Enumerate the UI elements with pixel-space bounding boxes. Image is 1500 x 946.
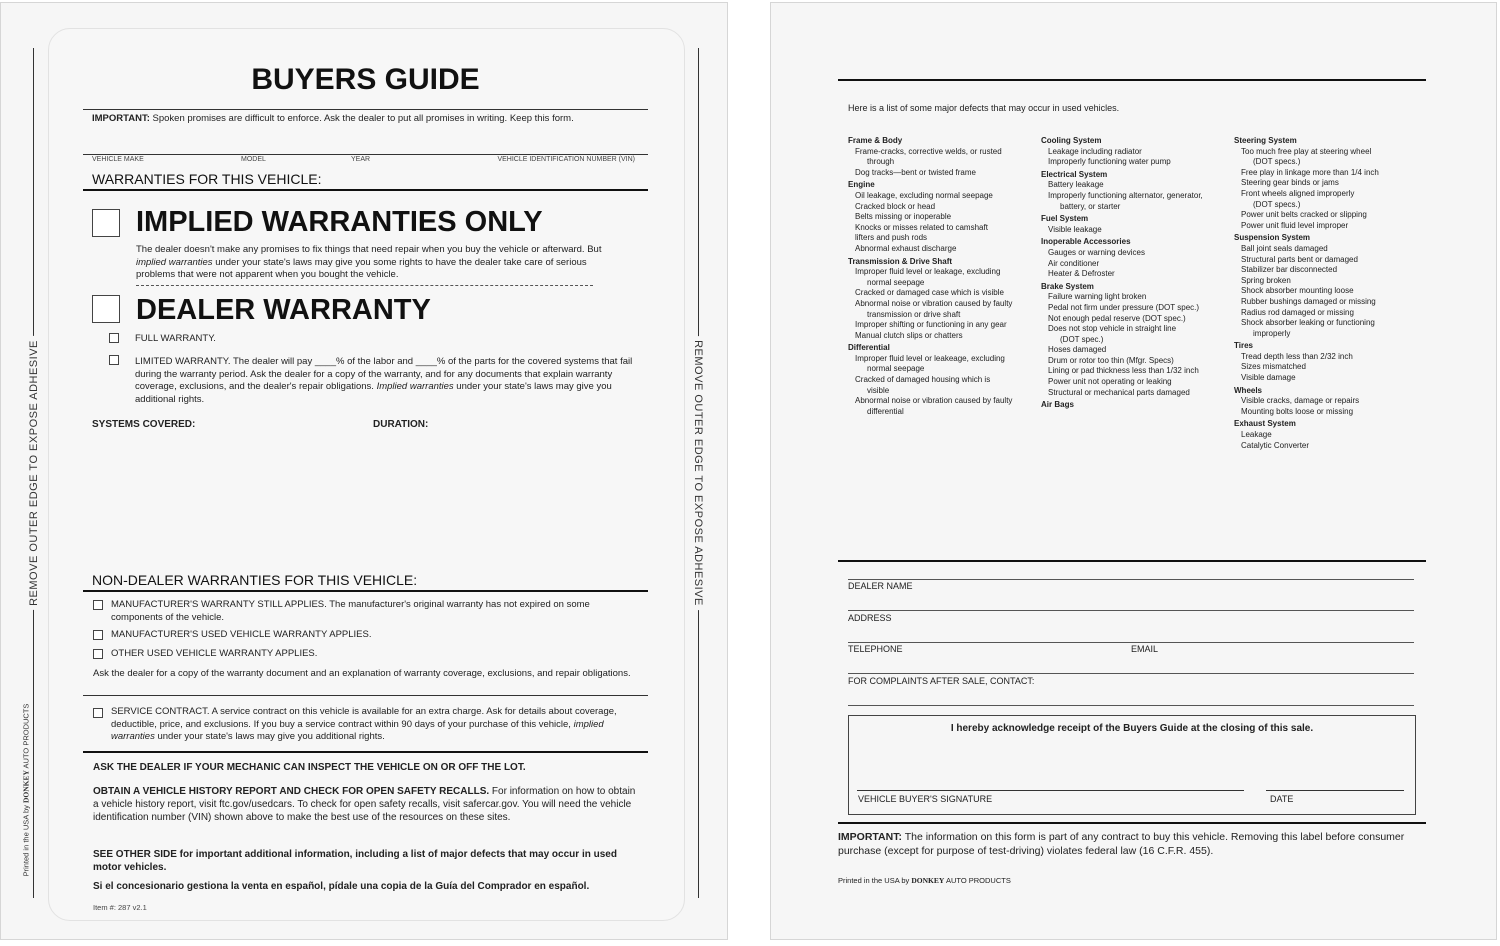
divider xyxy=(838,79,1426,81)
signature-label: VEHICLE BUYER'S SIGNATURE xyxy=(858,794,993,804)
defect-category: Steering System xyxy=(1234,136,1297,145)
defect-category: Cooling System xyxy=(1041,136,1102,145)
divider xyxy=(848,642,1414,643)
defect-item: Not enough pedal reserve (DOT spec.) xyxy=(1048,313,1186,323)
defect-category: Wheels xyxy=(1234,385,1263,395)
defect-item: Dog tracks—bent or twisted frame xyxy=(855,167,976,177)
dealer-name-field[interactable]: DEALER NAME xyxy=(848,581,913,591)
defect-item: Abnormal exhaust discharge xyxy=(855,243,957,253)
divider xyxy=(848,610,1414,611)
manufacturer-warranty-checkbox[interactable] xyxy=(93,600,103,610)
important-note: IMPORTANT: Spoken promises are difficult to enforce. Ask the dealer to put all promises in writing. Keep this form. xyxy=(92,113,574,124)
defect-item: Shock absorber mounting loose xyxy=(1241,286,1354,296)
divider xyxy=(83,189,648,191)
defect-item: Manual clutch slips or chatters xyxy=(855,330,963,340)
divider xyxy=(83,590,648,592)
defect-item: Rubber bushings damaged or missing xyxy=(1241,296,1376,306)
divider xyxy=(83,109,648,110)
defect-item: Structural or mechanical parts damaged xyxy=(1048,387,1190,397)
divider xyxy=(838,560,1426,562)
other-used-text: OTHER USED VEHICLE WARRANTY APPLIES. xyxy=(111,648,318,659)
defect-item: Cracked or damaged case which is visible xyxy=(855,288,1004,298)
defect-item: Battery leakage xyxy=(1048,180,1104,190)
defect-item: Drum or rotor too thin (Mfgr. Specs) xyxy=(1048,355,1174,365)
defect-item: Improperly functioning alternator, generator, battery, or starter xyxy=(1048,190,1203,211)
full-warranty-checkbox[interactable] xyxy=(109,333,119,343)
brand-logo: DONKEY xyxy=(911,876,945,885)
ask-copy-text: Ask the dealer for a copy of the warranty document and an explanation of warranty coverage, exclusions, and repair obligations. xyxy=(93,668,631,679)
defect-item: Stabilizer bar disconnected xyxy=(1241,265,1338,275)
defect-item: Mounting bolts loose or missing xyxy=(1241,406,1354,416)
limited-warranty-checkbox[interactable] xyxy=(109,355,119,365)
systems-covered-label: SYSTEMS COVERED: xyxy=(92,419,196,430)
right-side-text: REMOVE OUTER EDGE TO EXPOSE ADHESIVE xyxy=(692,336,704,610)
defect-item: Visible damage xyxy=(1241,373,1296,383)
defect-item: Tread depth less than 2/32 inch xyxy=(1241,351,1353,361)
defect-item: Belts missing or inoperable xyxy=(855,212,952,222)
defect-item: Does not stop vehicle in straight line (DOT spec.) xyxy=(1048,324,1177,344)
defect-item: Free play in linkage more than 1/4 inch xyxy=(1241,167,1379,177)
dealer-warranty-title: DEALER WARRANTY xyxy=(136,294,431,326)
brand-logo: DONKEY xyxy=(21,770,31,804)
complaints-field[interactable]: FOR COMPLAINTS AFTER SALE, CONTACT: xyxy=(848,676,1035,686)
field-vehicle-make[interactable]: VEHICLE MAKE xyxy=(92,156,144,163)
dashed-divider xyxy=(136,285,593,286)
printed-by-text: Printed in the USA by xyxy=(21,805,31,877)
defect-item: Abnormal noise or vibration caused by faulty differential xyxy=(855,396,1013,416)
brand-text: AUTO PRODUCTS xyxy=(21,703,31,771)
defect-item: Spring broken xyxy=(1241,275,1291,285)
defect-item: Frame-cracks, corrective welds, or rusted through xyxy=(855,146,1002,167)
defect-item: Radius rod damaged or missing xyxy=(1241,307,1354,317)
defect-item: Knocks or misses related to camshaft xyxy=(855,222,988,232)
date-line[interactable] xyxy=(1266,790,1404,791)
service-contract-text: SERVICE CONTRACT. A service contract on this vehicle is available for an extra charge. Ask for details about coverage, deductible, price, and exclusions. If you buy a service contract within 90 days of your purchase of this vehicle, implied warranties under your state's laws may give you additional rights. xyxy=(111,706,617,742)
defect-item: Pedal not firm under pressure (DOT spec.) xyxy=(1048,302,1200,312)
back-printed-by: Printed in the USA by DONKEY AUTO PRODUCTS xyxy=(838,876,1011,885)
defect-item: Catalytic Converter xyxy=(1241,440,1310,450)
defect-item: Power unit belts cracked or slipping xyxy=(1241,210,1367,220)
defect-item: Leakage xyxy=(1241,430,1272,440)
divider xyxy=(848,579,1414,580)
defect-item: Hoses damaged xyxy=(1048,345,1107,355)
ask-mechanic: ASK THE DEALER IF YOUR MECHANIC CAN INSPECT THE VEHICLE ON OR OFF THE LOT. xyxy=(93,762,526,773)
other-used-checkbox[interactable] xyxy=(93,649,103,659)
divider xyxy=(83,695,648,696)
defect-item: Structural parts bent or damaged xyxy=(1241,254,1358,264)
defect-item: Visible cracks, damage or repairs xyxy=(1241,396,1360,406)
warranties-heading: WARRANTIES FOR THIS VEHICLE: xyxy=(92,171,322,187)
defect-item: Improper shifting or functioning in any gear xyxy=(855,320,1007,330)
defect-item: Shock absorber leaking or functioning improperly xyxy=(1241,318,1375,338)
defect-item: Sizes mismatched xyxy=(1241,362,1306,372)
defect-category: Inoperable Accessories xyxy=(1041,237,1131,247)
defect-item: Air conditioner xyxy=(1048,258,1100,268)
back-important-note: IMPORTANT: The information on this form is part of any contract to buy this vehicle. Removing this label before consumer purchase (except for purpose of test-driving) violates federal law (16 C.F.R. 455). xyxy=(838,831,1405,857)
defect-item: lifters and push rods xyxy=(855,233,928,243)
defects-column xyxy=(1234,136,1424,451)
defect-category: Engine xyxy=(848,180,875,190)
defect-item: Ball joint seals damaged xyxy=(1241,243,1328,253)
defect-item: Improper fluid level or leakage, excluding normal seepage xyxy=(855,267,1001,287)
defect-category: Frame & Body xyxy=(848,136,903,145)
divider xyxy=(83,751,648,753)
defect-category: Differential xyxy=(848,343,890,353)
non-dealer-heading: NON-DEALER WARRANTIES FOR THIS VEHICLE: xyxy=(92,572,418,588)
defect-item: Abnormal noise or vibration caused by faulty transmission or drive shaft xyxy=(855,298,1013,319)
defect-item: Oil leakage, excluding normal seepage xyxy=(855,190,993,200)
defect-item: Too much free play at steering wheel (DOT specs.) xyxy=(1241,146,1372,167)
defect-category: Electrical System xyxy=(1041,169,1108,179)
printed-by-vertical xyxy=(22,701,31,880)
defects-intro: Here is a list of some major defects that may occur in used vehicles. xyxy=(848,103,1120,113)
defect-item: Power unit fluid level improper xyxy=(1241,220,1349,230)
signature-line[interactable] xyxy=(857,790,1244,791)
date-label: DATE xyxy=(1270,794,1294,804)
defect-category: Transmission & Drive Shaft xyxy=(848,256,953,266)
defect-category: Air Bags xyxy=(1041,400,1074,410)
full-warranty-label: FULL WARRANTY. xyxy=(135,333,216,344)
defect-item: Visible leakage xyxy=(1048,224,1102,234)
defect-category: Tires xyxy=(1234,341,1253,351)
defect-item: Improperly functioning water pump xyxy=(1048,157,1171,167)
limited-warranty-text: LIMITED WARRANTY. The dealer will pay ____% of the labor and ____% of the parts for the covered systems that fail during the warranty period. Ask the dealer for a copy of the warranty, and for any documents that explain warranty coverage, exclusions, and the dealer's repair obligations. Implied warranties under your state's laws may give you additional rights. xyxy=(135,356,633,405)
defect-category: Suspension System xyxy=(1234,233,1311,243)
defect-item: Cracked of damaged housing which is visible xyxy=(855,375,991,395)
defect-category: Fuel System xyxy=(1041,214,1089,224)
field-vin[interactable]: VEHICLE IDENTIFICATION NUMBER (VIN) xyxy=(497,156,635,163)
defect-item: Front wheels aligned improperly (DOT specs.) xyxy=(1241,188,1355,209)
service-contract-checkbox[interactable] xyxy=(93,708,103,718)
address-field[interactable]: ADDRESS xyxy=(848,613,892,623)
defects-column xyxy=(1041,136,1231,411)
divider xyxy=(83,154,648,155)
divider xyxy=(838,822,1426,824)
defect-category: Exhaust System xyxy=(1234,419,1296,429)
spanish-text: Si el concesionario gestiona la venta en español, pídale una copia de la Guía del Comprador en español. xyxy=(93,881,590,892)
defect-item: Lining or pad thickness less than 1/32 inch xyxy=(1048,366,1199,376)
divider xyxy=(848,705,1414,706)
manufacturer-used-checkbox[interactable] xyxy=(93,630,103,640)
defect-item: Cracked block or head xyxy=(855,201,936,211)
left-side-text: REMOVE OUTER EDGE TO EXPOSE ADHESIVE xyxy=(28,336,40,610)
field-model[interactable]: MODEL xyxy=(241,156,266,163)
defect-item: Power unit not operating or leaking xyxy=(1048,377,1172,387)
acknowledgment-text: I hereby acknowledge receipt of the Buyers Guide at the closing of this sale. xyxy=(950,723,1314,734)
duration-label: DURATION: xyxy=(373,419,429,430)
see-other-side-text: SEE OTHER SIDE for important additional information, including a list of major defects that may occur in used motor vehicles. xyxy=(93,849,617,873)
page-title: BUYERS GUIDE xyxy=(251,63,480,96)
manufacturer-used-text: MANUFACTURER'S USED VEHICLE WARRANTY APPLIES. xyxy=(111,629,372,640)
manufacturer-warranty-text: MANUFACTURER'S WARRANTY STILL APPLIES. The manufacturer's original warranty has not expired on some components of the vehicle. xyxy=(111,599,590,623)
defect-item: Improper fluid level or leakeage, excluding normal seepage xyxy=(855,353,1005,374)
field-year[interactable]: YEAR xyxy=(351,156,371,163)
item-number: Item #: 287 v2.1 xyxy=(93,903,147,912)
email-field[interactable]: EMAIL xyxy=(1131,644,1159,654)
defect-item: Steering gear binds or jams xyxy=(1241,178,1339,188)
divider xyxy=(848,673,1414,674)
vehicle-history-text: OBTAIN A VEHICLE HISTORY REPORT AND CHECK FOR OPEN SAFETY RECALLS. For information on how to obtain a vehicle history report, visit ftc.gov/usedcars. To check for open safety recalls, visit safercar.gov. You will need the vehicle identification number (VIN) shown above to make the best use of the resources on these sites. xyxy=(93,786,636,823)
defect-item: Failure warning light broken xyxy=(1048,292,1147,302)
front-page xyxy=(0,2,728,940)
defect-item: Leakage including radiator xyxy=(1048,146,1142,156)
implied-warranties-title: IMPLIED WARRANTIES ONLY xyxy=(136,206,543,238)
defect-item: Gauges or warning devices xyxy=(1048,247,1145,257)
implied-warranties-checkbox[interactable] xyxy=(92,209,120,237)
defects-column xyxy=(848,136,1038,417)
implied-warranties-text: The dealer doesn't make any promises to fix things that need repair when you buy the vehicle or afterward. But implied warranties under your state's laws may give you some rights to have the dealer take care of serious problems that were not apparent when you bought the vehicle. xyxy=(136,244,602,280)
telephone-field[interactable]: TELEPHONE xyxy=(848,644,903,654)
defect-item: Heater & Defroster xyxy=(1048,269,1115,279)
defect-category: Brake System xyxy=(1041,281,1094,291)
dealer-warranty-checkbox[interactable] xyxy=(92,295,120,323)
